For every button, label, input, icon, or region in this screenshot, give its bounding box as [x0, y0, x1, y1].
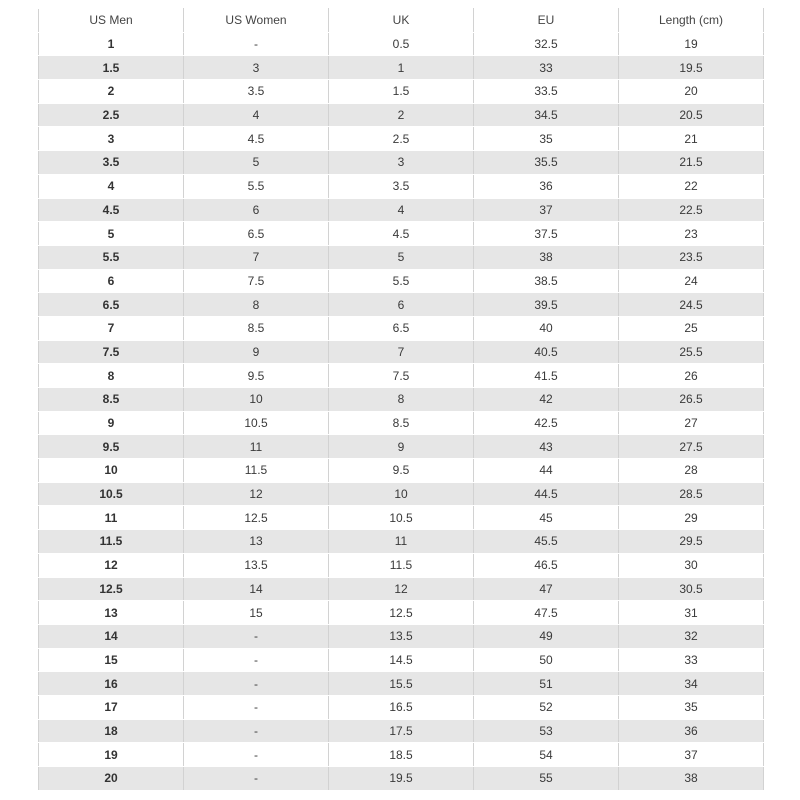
- cell-us-men: 3: [39, 127, 184, 151]
- table-row: [39, 269, 764, 293]
- cell-us-men: 13: [39, 601, 184, 625]
- cell-us-men: 20: [39, 767, 184, 791]
- cell-uk: 2: [329, 103, 474, 127]
- table-row: [39, 80, 764, 104]
- cell-us-women: 5: [184, 151, 329, 175]
- cell-us-men: 11.5: [39, 530, 184, 554]
- cell-eu: 33.5: [474, 80, 619, 104]
- cell-eu: 38: [474, 245, 619, 269]
- cell-length-cm: 23.5: [619, 245, 764, 269]
- cell-length-cm: 37: [619, 743, 764, 767]
- table-row: [39, 648, 764, 672]
- table-row: [39, 767, 764, 791]
- table-row: [39, 435, 764, 459]
- cell-uk: 13.5: [329, 624, 474, 648]
- cell-us-men: 4: [39, 174, 184, 198]
- header-row: [39, 9, 764, 33]
- size-chart-table: [38, 8, 764, 791]
- cell-uk: 14.5: [329, 648, 474, 672]
- cell-us-women: 13.5: [184, 553, 329, 577]
- table-row: [39, 388, 764, 412]
- cell-length-cm: 19: [619, 32, 764, 56]
- cell-length-cm: 24.5: [619, 293, 764, 317]
- table-row: [39, 459, 764, 483]
- cell-length-cm: 23: [619, 222, 764, 246]
- cell-length-cm: 31: [619, 601, 764, 625]
- cell-us-women: -: [184, 695, 329, 719]
- cell-uk: 5.5: [329, 269, 474, 293]
- cell-us-men: 18: [39, 719, 184, 743]
- cell-uk: 10: [329, 482, 474, 506]
- cell-us-women: 8.5: [184, 316, 329, 340]
- table-row: [39, 245, 764, 269]
- cell-uk: 15.5: [329, 672, 474, 696]
- cell-us-men: 9.5: [39, 435, 184, 459]
- cell-us-women: 3.5: [184, 80, 329, 104]
- cell-length-cm: 21: [619, 127, 764, 151]
- cell-eu: 54: [474, 743, 619, 767]
- table-row: [39, 719, 764, 743]
- cell-length-cm: 35: [619, 695, 764, 719]
- cell-eu: 53: [474, 719, 619, 743]
- cell-length-cm: 27: [619, 411, 764, 435]
- table-row: [39, 316, 764, 340]
- cell-length-cm: 29: [619, 506, 764, 530]
- cell-uk: 7: [329, 340, 474, 364]
- cell-eu: 55: [474, 767, 619, 791]
- cell-us-women: 7.5: [184, 269, 329, 293]
- cell-us-women: 8: [184, 293, 329, 317]
- cell-eu: 45.5: [474, 530, 619, 554]
- cell-uk: 10.5: [329, 506, 474, 530]
- cell-length-cm: 25: [619, 316, 764, 340]
- table-row: [39, 222, 764, 246]
- table-row: [39, 553, 764, 577]
- cell-uk: 1.5: [329, 80, 474, 104]
- table-row: [39, 56, 764, 80]
- cell-us-men: 2.5: [39, 103, 184, 127]
- cell-eu: 33: [474, 56, 619, 80]
- cell-length-cm: 30.5: [619, 577, 764, 601]
- table-row: [39, 411, 764, 435]
- cell-uk: 12: [329, 577, 474, 601]
- cell-us-women: 11.5: [184, 459, 329, 483]
- cell-us-women: 4: [184, 103, 329, 127]
- table-row: [39, 743, 764, 767]
- table-row: [39, 577, 764, 601]
- cell-length-cm: 26: [619, 364, 764, 388]
- table-row: [39, 151, 764, 175]
- cell-eu: 47: [474, 577, 619, 601]
- cell-eu: 36: [474, 174, 619, 198]
- cell-length-cm: 32: [619, 624, 764, 648]
- cell-uk: 5: [329, 245, 474, 269]
- cell-length-cm: 24: [619, 269, 764, 293]
- table-header: [39, 9, 764, 33]
- cell-length-cm: 20.5: [619, 103, 764, 127]
- header-length-cm: Length (cm): [619, 9, 764, 33]
- cell-eu: 37: [474, 198, 619, 222]
- cell-us-men: 5: [39, 222, 184, 246]
- cell-length-cm: 30: [619, 553, 764, 577]
- cell-us-men: 5.5: [39, 245, 184, 269]
- cell-us-women: -: [184, 672, 329, 696]
- cell-uk: 9: [329, 435, 474, 459]
- cell-eu: 42: [474, 388, 619, 412]
- cell-us-men: 10: [39, 459, 184, 483]
- table-row: [39, 672, 764, 696]
- cell-us-men: 11: [39, 506, 184, 530]
- cell-us-women: 9: [184, 340, 329, 364]
- cell-us-women: 9.5: [184, 364, 329, 388]
- cell-us-men: 3.5: [39, 151, 184, 175]
- cell-eu: 50: [474, 648, 619, 672]
- cell-length-cm: 29.5: [619, 530, 764, 554]
- cell-uk: 8: [329, 388, 474, 412]
- cell-us-women: 6: [184, 198, 329, 222]
- cell-us-women: 10: [184, 388, 329, 412]
- cell-eu: 34.5: [474, 103, 619, 127]
- cell-us-women: -: [184, 767, 329, 791]
- cell-us-men: 9: [39, 411, 184, 435]
- cell-us-women: 5.5: [184, 174, 329, 198]
- table-body: [39, 32, 764, 790]
- cell-us-women: 13: [184, 530, 329, 554]
- cell-us-men: 12: [39, 553, 184, 577]
- cell-us-men: 6: [39, 269, 184, 293]
- cell-eu: 38.5: [474, 269, 619, 293]
- cell-length-cm: 22.5: [619, 198, 764, 222]
- table-row: [39, 127, 764, 151]
- cell-uk: 7.5: [329, 364, 474, 388]
- cell-us-women: 10.5: [184, 411, 329, 435]
- cell-us-women: -: [184, 624, 329, 648]
- cell-length-cm: 25.5: [619, 340, 764, 364]
- cell-us-women: -: [184, 743, 329, 767]
- cell-uk: 11.5: [329, 553, 474, 577]
- cell-eu: 40: [474, 316, 619, 340]
- cell-uk: 6: [329, 293, 474, 317]
- table-row: [39, 103, 764, 127]
- cell-us-men: 1.5: [39, 56, 184, 80]
- cell-length-cm: 33: [619, 648, 764, 672]
- cell-us-men: 6.5: [39, 293, 184, 317]
- cell-us-men: 15: [39, 648, 184, 672]
- cell-us-women: 7: [184, 245, 329, 269]
- cell-uk: 18.5: [329, 743, 474, 767]
- cell-eu: 35.5: [474, 151, 619, 175]
- table-row: [39, 601, 764, 625]
- cell-uk: 11: [329, 530, 474, 554]
- cell-us-men: 12.5: [39, 577, 184, 601]
- cell-uk: 17.5: [329, 719, 474, 743]
- cell-us-men: 8.5: [39, 388, 184, 412]
- cell-eu: 37.5: [474, 222, 619, 246]
- table-row: [39, 695, 764, 719]
- cell-eu: 43: [474, 435, 619, 459]
- table-row: [39, 198, 764, 222]
- cell-length-cm: 27.5: [619, 435, 764, 459]
- cell-eu: 51: [474, 672, 619, 696]
- cell-us-men: 7: [39, 316, 184, 340]
- cell-us-men: 16: [39, 672, 184, 696]
- cell-length-cm: 34: [619, 672, 764, 696]
- cell-us-women: 3: [184, 56, 329, 80]
- header-uk: UK: [329, 9, 474, 33]
- cell-eu: 46.5: [474, 553, 619, 577]
- cell-eu: 47.5: [474, 601, 619, 625]
- cell-length-cm: 19.5: [619, 56, 764, 80]
- cell-eu: 44.5: [474, 482, 619, 506]
- cell-eu: 49: [474, 624, 619, 648]
- table-row: [39, 364, 764, 388]
- cell-eu: 40.5: [474, 340, 619, 364]
- cell-length-cm: 22: [619, 174, 764, 198]
- table-row: [39, 624, 764, 648]
- cell-us-women: 12: [184, 482, 329, 506]
- cell-us-men: 2: [39, 80, 184, 104]
- table-row: [39, 482, 764, 506]
- cell-eu: 45: [474, 506, 619, 530]
- cell-length-cm: 36: [619, 719, 764, 743]
- cell-uk: 4.5: [329, 222, 474, 246]
- cell-us-men: 7.5: [39, 340, 184, 364]
- cell-length-cm: 21.5: [619, 151, 764, 175]
- cell-eu: 44: [474, 459, 619, 483]
- header-us-women: US Women: [184, 9, 329, 33]
- cell-uk: 8.5: [329, 411, 474, 435]
- cell-us-women: 11: [184, 435, 329, 459]
- cell-us-women: 14: [184, 577, 329, 601]
- cell-us-men: 4.5: [39, 198, 184, 222]
- cell-uk: 6.5: [329, 316, 474, 340]
- cell-us-men: 14: [39, 624, 184, 648]
- table-row: [39, 530, 764, 554]
- cell-us-women: 4.5: [184, 127, 329, 151]
- cell-eu: 35: [474, 127, 619, 151]
- cell-uk: 9.5: [329, 459, 474, 483]
- cell-us-women: -: [184, 32, 329, 56]
- cell-uk: 16.5: [329, 695, 474, 719]
- cell-uk: 19.5: [329, 767, 474, 791]
- cell-eu: 39.5: [474, 293, 619, 317]
- header-us-men: US Men: [39, 9, 184, 33]
- cell-us-women: 12.5: [184, 506, 329, 530]
- cell-uk: 0.5: [329, 32, 474, 56]
- table-row: [39, 32, 764, 56]
- cell-uk: 12.5: [329, 601, 474, 625]
- cell-uk: 1: [329, 56, 474, 80]
- cell-length-cm: 20: [619, 80, 764, 104]
- cell-length-cm: 28.5: [619, 482, 764, 506]
- cell-eu: 52: [474, 695, 619, 719]
- cell-eu: 41.5: [474, 364, 619, 388]
- cell-eu: 32.5: [474, 32, 619, 56]
- cell-us-women: 15: [184, 601, 329, 625]
- cell-us-men: 1: [39, 32, 184, 56]
- cell-uk: 4: [329, 198, 474, 222]
- cell-us-men: 8: [39, 364, 184, 388]
- cell-us-women: -: [184, 648, 329, 672]
- cell-length-cm: 26.5: [619, 388, 764, 412]
- cell-uk: 2.5: [329, 127, 474, 151]
- cell-uk: 3: [329, 151, 474, 175]
- cell-us-men: 10.5: [39, 482, 184, 506]
- cell-length-cm: 38: [619, 767, 764, 791]
- table-row: [39, 340, 764, 364]
- table-row: [39, 293, 764, 317]
- cell-uk: 3.5: [329, 174, 474, 198]
- cell-us-men: 17: [39, 695, 184, 719]
- cell-us-women: 6.5: [184, 222, 329, 246]
- cell-us-men: 19: [39, 743, 184, 767]
- cell-length-cm: 28: [619, 459, 764, 483]
- cell-us-women: -: [184, 719, 329, 743]
- table-row: [39, 506, 764, 530]
- cell-eu: 42.5: [474, 411, 619, 435]
- header-eu: EU: [474, 9, 619, 33]
- table-row: [39, 174, 764, 198]
